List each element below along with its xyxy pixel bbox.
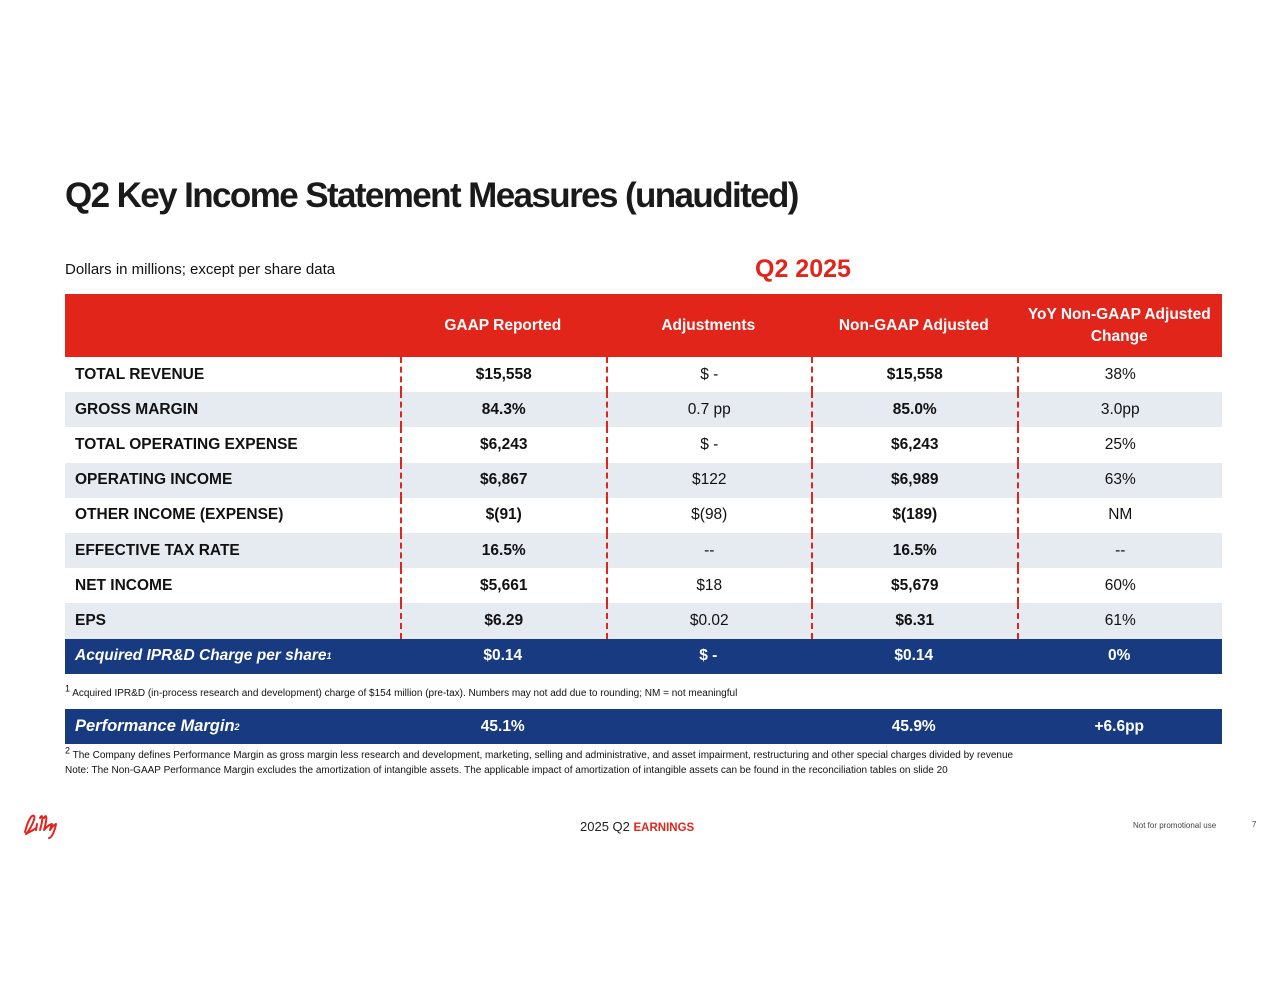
yoy-value: 0% bbox=[1108, 647, 1131, 664]
non-gaap-value: 45.9% bbox=[891, 717, 936, 735]
table-header bbox=[65, 294, 1222, 357]
non-gaap-value: 16.5% bbox=[811, 533, 1017, 568]
adjustment-value: $ - bbox=[606, 427, 812, 462]
header-label-cell bbox=[65, 294, 400, 357]
gaap-value: $6,867 bbox=[400, 463, 606, 498]
non-gaap-value: $(189) bbox=[811, 498, 1017, 533]
non-gaap-value: $0.14 bbox=[894, 647, 934, 664]
footer-earnings-word: EARNINGS bbox=[633, 822, 695, 834]
non-gaap-value: $6,243 bbox=[811, 427, 1017, 462]
footnote-2 bbox=[65, 745, 1014, 763]
adjustment-value: $122 bbox=[606, 463, 812, 498]
adjustment-value: $ - bbox=[699, 647, 718, 664]
footnote-1-text: Acquired IPR&D (in-process research and development) charge of $154 million (pre-tax). Numbers may not add due to rounding; NM = not meaningful bbox=[70, 688, 738, 699]
adjustment-value bbox=[606, 709, 812, 744]
table-row bbox=[65, 392, 1222, 427]
yoy-value: 63% bbox=[1017, 463, 1223, 498]
footnote-2-text: The Company defines Performance Margin as gross margin less research and development, marketing, selling and administrative, and asset impairment, restructuring and other special charges divided by revenue bbox=[70, 750, 1014, 761]
performance-margin-row bbox=[65, 709, 1222, 744]
footer-year-quarter: 2025 Q2 bbox=[580, 819, 630, 834]
row-label: OPERATING INCOME bbox=[75, 471, 233, 489]
table-row bbox=[65, 357, 1222, 392]
amortization-note: Note: The Non-GAAP Performance Margin excludes the amortization of intangible assets. The applicable impact of amortization of intangible assets can be found in the reconciliation tables on slide 20 bbox=[65, 765, 948, 776]
row-label: EFFECTIVE TAX RATE bbox=[75, 541, 240, 559]
performance-margin-label: Performance Margin 2 bbox=[75, 717, 240, 735]
table-row bbox=[65, 463, 1222, 498]
non-gaap-value: $15,558 bbox=[811, 357, 1017, 392]
yoy-value: 38% bbox=[1017, 357, 1223, 392]
adjustment-value: $ - bbox=[606, 357, 812, 392]
row-label: OTHER INCOME (EXPENSE) bbox=[75, 506, 284, 524]
yoy-value: +6.6pp bbox=[1094, 717, 1145, 735]
lilly-logo bbox=[22, 810, 72, 840]
ipr-charge-label: Acquired IPR&D Charge per share 1 bbox=[75, 647, 332, 664]
gaap-value: $(91) bbox=[400, 498, 606, 533]
header-yoy-change: YoY Non-GAAP Adjusted Change bbox=[1027, 305, 1211, 345]
yoy-value: -- bbox=[1017, 533, 1223, 568]
table-row bbox=[65, 427, 1222, 462]
non-gaap-value: $5,679 bbox=[811, 568, 1017, 603]
row-label: TOTAL REVENUE bbox=[75, 365, 205, 383]
adjustment-value: $18 bbox=[606, 568, 812, 603]
adjustment-value: 0.7 pp bbox=[606, 392, 812, 427]
non-gaap-value: $6,989 bbox=[811, 463, 1017, 498]
adjustment-value: $0.02 bbox=[606, 603, 812, 638]
footnote-marker: 2 bbox=[65, 745, 71, 756]
page-title: Q2 Key Income Statement Measures (unaudited) bbox=[65, 176, 798, 215]
yoy-value: NM bbox=[1017, 498, 1223, 533]
page-number: 7 bbox=[1252, 820, 1257, 829]
footnotes-block bbox=[65, 745, 1014, 778]
gaap-value: $5,661 bbox=[400, 568, 606, 603]
income-statement-table bbox=[65, 294, 1222, 674]
yoy-value: 3.0pp bbox=[1017, 392, 1223, 427]
yoy-value: 60% bbox=[1017, 568, 1223, 603]
non-gaap-value: 85.0% bbox=[811, 392, 1017, 427]
gaap-value: $6,243 bbox=[400, 427, 606, 462]
yoy-value: 25% bbox=[1017, 427, 1223, 462]
ipr-label-text: Acquired IPR&D Charge per share bbox=[75, 647, 327, 664]
footer-earnings-label bbox=[580, 819, 694, 834]
row-label: EPS bbox=[75, 611, 107, 629]
promo-disclaimer: Not for promotional use bbox=[1133, 821, 1217, 830]
gaap-value: $0.14 bbox=[483, 647, 523, 664]
units-subtitle: Dollars in millions; except per share data bbox=[65, 261, 336, 278]
performance-margin-table bbox=[65, 709, 1222, 744]
row-label: GROSS MARGIN bbox=[75, 400, 199, 418]
footnote-marker: 1 bbox=[65, 683, 71, 694]
gaap-value: 45.1% bbox=[480, 717, 525, 735]
yoy-value: 61% bbox=[1017, 603, 1223, 638]
performance-label-text: Performance Margin bbox=[75, 717, 235, 735]
non-gaap-value: $6.31 bbox=[811, 603, 1017, 638]
table-row bbox=[65, 533, 1222, 568]
table-row bbox=[65, 603, 1222, 638]
ipr-charge-row bbox=[65, 639, 1222, 674]
table-row bbox=[65, 498, 1222, 533]
gaap-value: $6.29 bbox=[400, 603, 606, 638]
gaap-value: $15,558 bbox=[400, 357, 606, 392]
table-row bbox=[65, 568, 1222, 603]
header-gaap-reported: GAAP Reported bbox=[444, 316, 562, 334]
adjustment-value: $(98) bbox=[606, 498, 812, 533]
gaap-value: 84.3% bbox=[400, 392, 606, 427]
row-label: TOTAL OPERATING EXPENSE bbox=[75, 435, 298, 453]
header-adjustments: Adjustments bbox=[661, 316, 756, 334]
footnote-1 bbox=[65, 683, 738, 699]
adjustment-value: -- bbox=[606, 533, 812, 568]
header-non-gaap-adjusted: Non-GAAP Adjusted bbox=[838, 316, 989, 334]
period-label: Q2 2025 bbox=[755, 255, 851, 283]
gaap-value: 16.5% bbox=[400, 533, 606, 568]
row-label: NET INCOME bbox=[75, 576, 173, 594]
